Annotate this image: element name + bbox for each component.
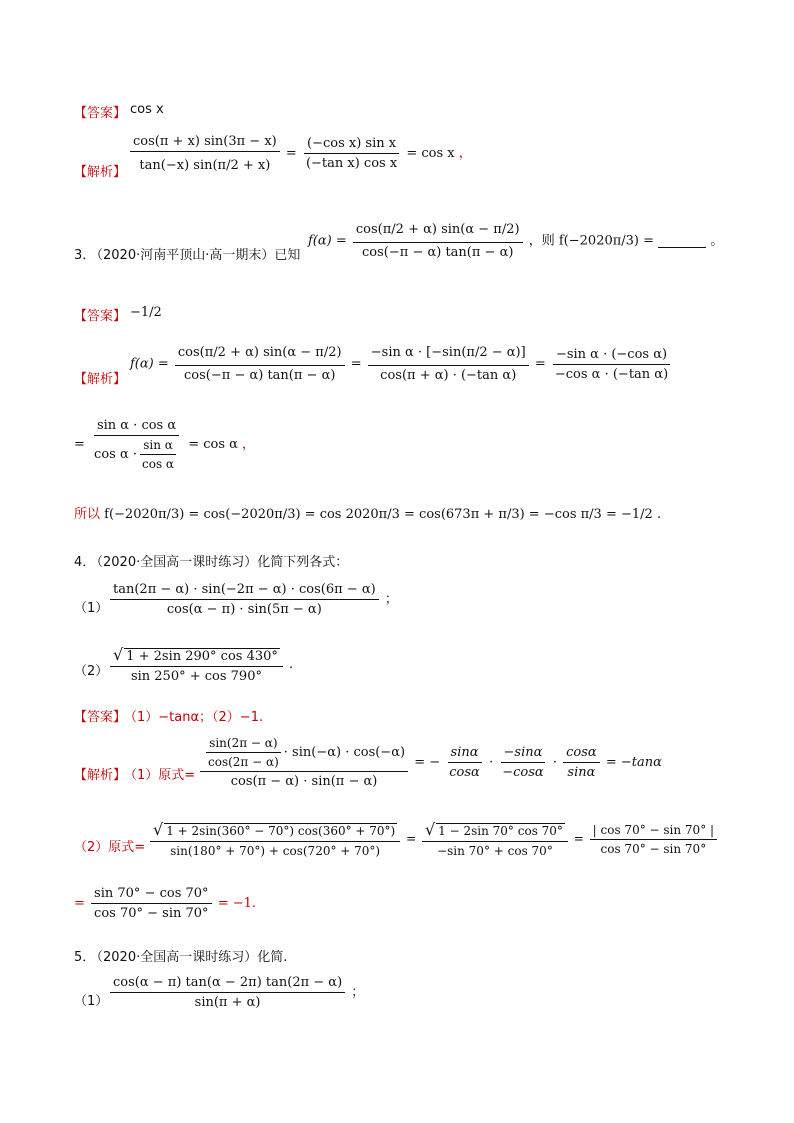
- answer-value: cos x: [130, 102, 164, 117]
- question-number: 4．: [74, 555, 96, 570]
- fraction-numerator: −sinα: [501, 745, 546, 763]
- fraction-denominator: cos α ·: [94, 447, 138, 462]
- fraction-numerator: tan(2π − α) · sin(−2π − α) · cos(6π − α): [110, 582, 379, 600]
- result: = −tanα: [605, 755, 662, 770]
- question-source: （2020·全国高一课时练习）化简下列各式：: [90, 555, 349, 570]
- fraction-numerator: sin 70° − cos 70°: [91, 886, 212, 904]
- question-source: （2020·河南平顶山·高一期末）已知: [90, 248, 301, 263]
- q3-conclusion: [74, 503, 661, 522]
- q4-part1-expression: [108, 582, 398, 617]
- final-punct: .: [656, 507, 662, 522]
- inner-numerator: sin α: [140, 438, 176, 455]
- inner-numerator: sin(2π − α): [206, 736, 280, 753]
- fraction-numerator: cos(α − π) tan(α − 2π) tan(2π − α): [110, 975, 345, 993]
- equals-sign: =: [74, 896, 85, 911]
- analysis-tag: 【解析】: [74, 372, 127, 387]
- q4-analysis-part2-cont: [74, 886, 256, 921]
- fraction-denominator: cos(π + α) · (−tan α): [380, 368, 517, 383]
- question-number: 5．: [74, 950, 96, 965]
- q4-analysis-part1: $\frac{\sin(2\pi - \alpha)}{\cos(2\pi - \alpha)}$ · sin(−α) · cos(−α) cos(π − α) · sin(π − α) = − $\frac{\sin\alpha}{\cos\alpha}$ · $\frac{-\sin\alpha}{-\cos\alpha}$ · $\frac{\cos\alpha}{\sin\alpha}$ = −tanα: [198, 736, 662, 789]
- analysis-label: （1）原式=: [124, 768, 196, 783]
- end-punct: .: [289, 657, 294, 672]
- fraction-numerator: cos(π/2 + α) sin(α − π/2): [353, 222, 523, 243]
- fraction-denominator: cos 70° − sin 70°: [600, 841, 707, 856]
- q3-analysis-line2: = sin α · cos α cos α · $\frac{\text{sin α}}{\text{cos α}}$ = cos α ，: [74, 418, 256, 471]
- question-source: （2020·全国高一课时练习）化简.: [90, 950, 288, 965]
- fraction-numerator: cos(π/2 + α) sin(α − π/2): [175, 345, 345, 366]
- fraction-denominator: sin 250° + cos 790°: [130, 669, 262, 684]
- then-text: ，则: [528, 233, 555, 249]
- equals-minus: = −: [414, 755, 441, 770]
- fraction-denominator: −cos α · (−tan α): [554, 366, 669, 382]
- answer-tag: 【答案】: [74, 710, 127, 725]
- fraction-numerator: −sin α · (−cos α): [553, 347, 670, 365]
- final-chain: f(−2020π/3) = cos(−2020π/3) = cos 2020π/3 = cos(673π + π/3) = −cos π/3 = −1/2: [104, 507, 653, 522]
- fraction-denominator: cos(−π − α) tan(π − α): [362, 245, 514, 260]
- so-text: 所以: [74, 507, 101, 522]
- fraction-denominator: cos 70° − sin 70°: [94, 906, 209, 921]
- q2-analysis-formula: $\frac{\cos(\pi + x) \sin(3\pi - x)}{\tan(-x) \sin(\pi/2 + x)}$ = $\frac{\text{(−cos x) sin x}}{\text{(−tan x) cos x}}$ = cos x ，: [128, 134, 472, 173]
- function-lhs: f(α) =: [308, 233, 347, 249]
- radicand: 1 − 2sin 70° cos 70°: [438, 824, 563, 838]
- analysis-tag: 【解析】: [74, 165, 127, 180]
- part-label: （1）: [74, 994, 109, 1009]
- fraction-numerator: (−cos x) sin x: [304, 136, 399, 154]
- inner-denominator: cos α: [142, 457, 175, 471]
- fraction-denominator: cos(π − α) · sin(π − α): [230, 774, 378, 789]
- q4-part2-expression: $\frac{√ 1 + 2\sin 290^\circ \cos 430^\circ}{\sin 250^\circ + \cos 790^\circ}$ .: [108, 645, 293, 684]
- fraction-denominator: −cosα: [502, 765, 544, 780]
- fraction-numerator: −sin α · [−sin(π/2 − α)]: [368, 345, 529, 366]
- analysis-tag: 【解析】: [74, 768, 127, 783]
- q4-analysis-part2: $\frac{√ 1 + 2\sin(360^\circ - 70^\circ) \cos(360^\circ + 70^\circ)}{\sin(180^\circ + 70^\circ) + \cos(720^\circ + 70^\circ)}$ = $\frac{√ 1 - 2\sin 70^\circ \cos 70^\circ}{-\sin 70^\circ + \cos 70^\circ}$ = $\frac{| \cos 70^\circ - \sin 70^\circ |}{\cos 70^\circ - \sin 70^\circ}$: [148, 820, 719, 858]
- fraction-denominator: sin(π + α): [194, 995, 261, 1010]
- fraction-denominator: cos(−π − α) tan(π − α): [184, 368, 336, 383]
- radicand: 1 + 2sin(360° − 70°) cos(360° + 70°): [166, 824, 396, 838]
- fraction-numerator: sinα: [448, 745, 482, 763]
- answer-tag: 【答案】: [74, 309, 127, 324]
- answer-value: （1）−tanα；（2）−1.: [124, 710, 264, 725]
- end-punct: ；: [384, 592, 398, 607]
- ask-expression: f(−2020π/3) =: [558, 233, 655, 249]
- q3-definition: [308, 222, 723, 260]
- answer-tag: 【答案】: [74, 106, 127, 121]
- result: = cos α: [188, 437, 238, 452]
- fraction-denominator: sin(180° + 70°) + cos(720° + 70°): [170, 844, 381, 858]
- fraction-numerator: sin α · cos α: [94, 418, 179, 436]
- analysis-label: （2）原式=: [74, 840, 146, 855]
- inner-denominator: cos(2π − α): [208, 755, 279, 769]
- fraction-denominator: (−tan x) cos x: [305, 156, 398, 171]
- fraction-denominator: sinα: [567, 765, 596, 780]
- fraction-denominator: −sin 70° + cos 70°: [437, 844, 553, 858]
- punct: ，: [458, 146, 472, 161]
- punct: ，: [242, 437, 256, 452]
- result: = cos x: [406, 146, 455, 161]
- radicand: 1 + 2sin 290° cos 430°: [126, 649, 278, 664]
- question-number: 3．: [74, 248, 96, 263]
- answer-blank: [658, 235, 706, 248]
- fraction-denominator: tan(−x) sin(π/2 + x): [139, 158, 271, 173]
- fraction-denominator: cosα: [449, 765, 480, 780]
- fraction-numerator: | cos 70° − sin 70° |: [590, 823, 717, 840]
- fraction-numerator: cos(π + x) sin(3π − x): [130, 134, 280, 152]
- fraction-numerator: cosα: [563, 745, 600, 763]
- numerator-rest: · sin(−α) · cos(−α): [283, 745, 406, 760]
- result: = −1.: [217, 896, 257, 911]
- end-punct: ；: [351, 985, 365, 1000]
- q5-part1-expression: [108, 975, 364, 1010]
- q3-analysis-line1: f(α) = $\frac{\cos(\pi/2 + \alpha) \sin(\alpha - \pi/2)}{\cos(-\pi - \alpha) \tan(\pi - \alpha)}$ = $\frac{\text{−sin α · [−sin(π/2 − α)]}}{\text{cos(π + α) · (−tan α)}}$ = $\frac{\text{−sin α · (−cos α)}}{\text{−cos α · (−tan α)}}$: [130, 345, 673, 383]
- answer-value: −1/2: [130, 305, 162, 320]
- part-label: （2）: [74, 664, 109, 679]
- fraction-denominator: cos(α − π) · sin(5π − α): [166, 602, 322, 617]
- part-label: （1）: [74, 601, 109, 616]
- end-punct: 。: [710, 233, 724, 249]
